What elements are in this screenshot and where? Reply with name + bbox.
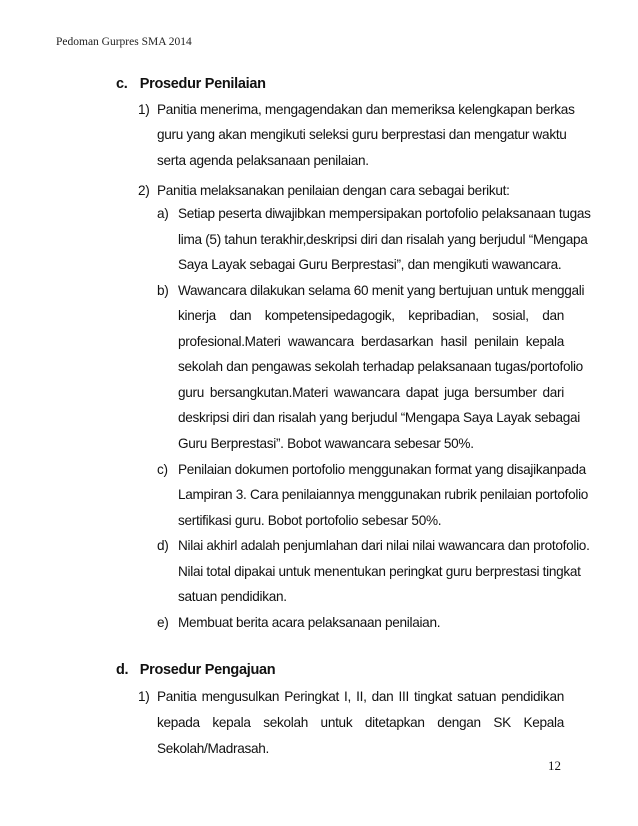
subitem-b-line: Guru Berprestasi”. Bobot wawancara sebesar 50%.: [178, 436, 474, 451]
subitem-c-letter: c): [157, 462, 168, 477]
subitem-b-line: kinerja dan kompetensipedagogik, kepribadian, sosial, dan: [178, 308, 564, 323]
subitem-d-line: Nilai total dipakai untuk menentukan peringkat guru berprestasi tingkat: [178, 564, 581, 579]
subitem-b-line: guru bersangkutan.Materi wawancara dapat juga bersumber dari: [178, 385, 564, 400]
subitem-c-line: Lampiran 3. Cara penilaiannya menggunakan rubrik penilaian portofolio: [178, 487, 589, 502]
subitem-b-line: deskripsi diri dan risalah yang berjudul “Mengapa Saya Layak sebagai: [178, 410, 581, 425]
item-c1-line: serta agenda pelaksanaan penilaian.: [157, 153, 369, 168]
subitem-e-letter: e): [157, 615, 169, 630]
section-c-letter: c.: [116, 76, 128, 92]
subitem-b-letter: b): [157, 283, 169, 298]
item-d1-number: 1): [138, 689, 150, 704]
page-number: 12: [548, 758, 561, 773]
subitem-d-letter: d): [157, 538, 169, 553]
item-c1-number: 1): [138, 102, 150, 117]
section-c-heading: [116, 76, 266, 92]
item-c1-line: guru yang akan mengikuti seleksi guru berprestasi dan mengatur waktu: [157, 127, 567, 142]
subitem-a-line: lima (5) tahun terakhir,deskripsi diri dan risalah yang berjudul “Mengapa: [178, 232, 588, 247]
subitem-c-line: Penilaian dokumen portofolio menggunakan format yang disajikanpada: [178, 462, 586, 477]
section-d-letter: d.: [116, 662, 129, 678]
item-c2-line: Panitia melaksanakan penilaian dengan cara sebagai berikut:: [157, 183, 510, 198]
subitem-d-line: Nilai akhirl adalah penjumlahan dari nilai nilai wawancara dan protofolio.: [178, 538, 590, 553]
subitem-b-line: profesional.Materi wawancara berdasarkan hasil penilain kepala: [178, 334, 564, 349]
item-c2-number: 2): [138, 183, 150, 198]
running-header: Pedoman Gurpres SMA 2014: [56, 36, 192, 48]
item-c1-line: Panitia menerima, mengagendakan dan memeriksa kelengkapan berkas: [157, 102, 575, 117]
subitem-d-line: satuan pendidikan.: [178, 589, 287, 604]
subitem-c-line: sertifikasi guru. Bobot portofolio sebesar 50%.: [178, 513, 442, 528]
subitem-b-line: sekolah dan pengawas sekolah terhadap pelaksanaan tugas/portofolio: [178, 359, 583, 374]
item-d1-line: Panitia mengusulkan Peringkat I, II, dan III tingkat satuan pendidikan: [157, 689, 564, 704]
section-d-title: Prosedur Pengajuan: [139, 662, 276, 678]
item-d1-line: Sekolah/Madrasah.: [157, 741, 270, 756]
item-d1-line: kepada kepala sekolah untuk ditetapkan dengan SK Kepala: [157, 715, 564, 730]
section-d-heading: [116, 662, 275, 678]
subitem-b-line: Wawancara dilakukan selama 60 menit yang bertujuan untuk menggali: [178, 283, 585, 298]
subitem-a-letter: a): [157, 206, 169, 221]
subitem-a-line: Setiap peserta diwajibkan mempersipakan portofolio pelaksanaan tugas: [178, 206, 591, 221]
subitem-a-line: Saya Layak sebagai Guru Berprestasi”, dan mengikuti wawancara.: [178, 257, 562, 272]
section-c-title: Prosedur Penilaian: [139, 76, 266, 92]
subitem-e-line: Membuat berita acara pelaksanaan penilaian.: [178, 615, 441, 630]
